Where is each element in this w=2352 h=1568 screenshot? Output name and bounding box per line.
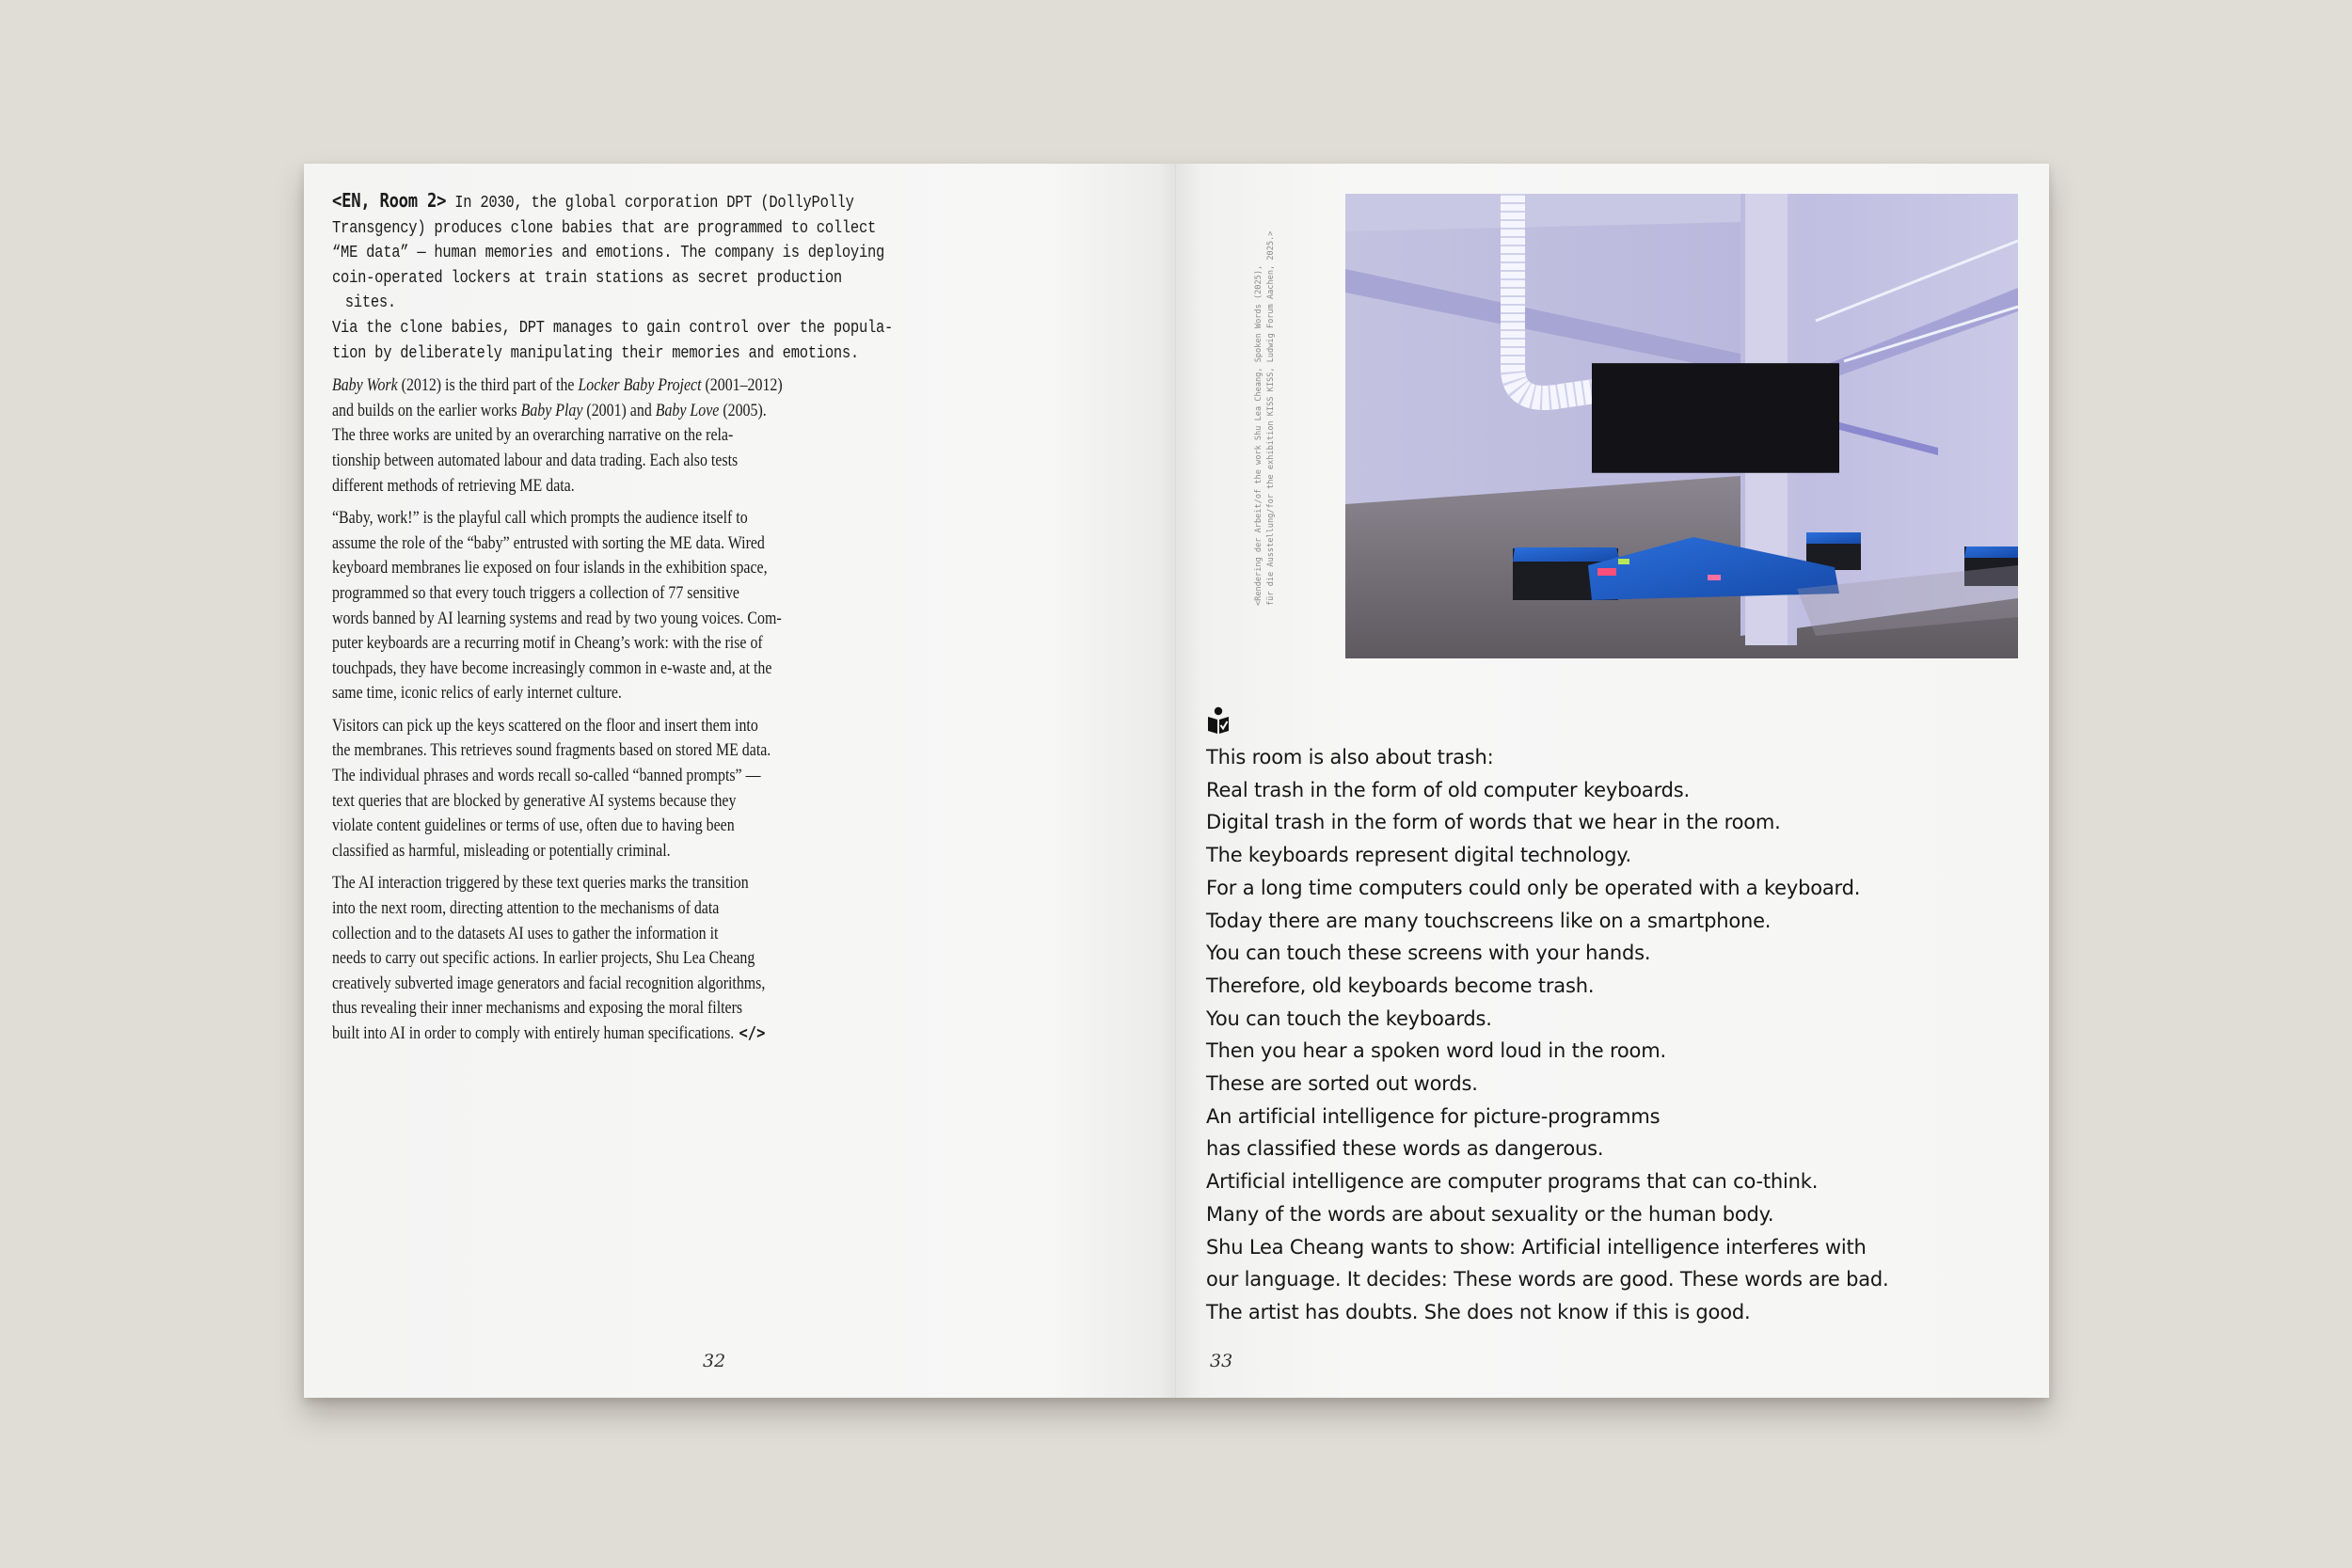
text-line: the membranes. This retrieves sound fragments based on stored ME data.	[332, 741, 771, 761]
text-line: The individual phrases and words recall so-called “banned prompts” —	[332, 767, 761, 786]
caption-line: für die Ausstellung/for the exhibition KISS KISS, Ludwig Forum Aachen, 2025.>	[1266, 230, 1276, 606]
text-line: Via the clone babies, DPT manages to gain control over the popula-	[332, 318, 894, 338]
easy-read-icon	[1206, 706, 1231, 735]
text-line: programmed so that every touch triggers a collection of 77 sensitive	[332, 583, 739, 603]
easy-read-line: You can touch these screens with your hands.	[1206, 942, 1651, 965]
visitors-paragraph	[332, 714, 898, 864]
easy-read-line: Shu Lea Cheang wants to show: Artificial intelligence interferes with	[1206, 1235, 1867, 1259]
text-fragment: (2001) and	[582, 401, 656, 420]
easy-read-line: Therefore, old keyboards become trash.	[1206, 974, 1595, 997]
text-line: different methods of retrieving ME data.	[332, 476, 575, 496]
text-line: The AI interaction triggered by these text queries marks the transition	[332, 874, 749, 894]
work-title: Baby Play	[520, 401, 583, 420]
ai-interaction-paragraph	[332, 871, 898, 1046]
text-line: In 2030, the global corporation DPT (DollyPolly	[454, 194, 854, 213]
easy-read-text-block	[1206, 741, 1978, 1329]
easy-read-line: These are sorted out words.	[1206, 1072, 1478, 1096]
project-title: Locker Baby Project	[578, 376, 702, 396]
text-line: “ME data” — human memories and emotions. The company is deploying	[332, 244, 885, 263]
easy-read-line: This room is also about trash:	[1206, 746, 1494, 768]
text-fragment: (2012) is the third part of the	[397, 376, 579, 396]
easy-read-line: our language. It decides: These words are good. These words are bad.	[1206, 1268, 1889, 1291]
easy-read-line: An artificial intelligence for picture-programms	[1206, 1104, 1661, 1128]
text-line: built into AI in order to comply with entirely human specifications.	[332, 1024, 735, 1043]
text-line: thus revealing their inner mechanisms and exposing the moral filters	[332, 999, 743, 1019]
work-title: Baby Work	[332, 376, 398, 396]
text-line: “Baby, work!” is the playful call which prompts the audience itself to	[332, 509, 748, 529]
left-page	[304, 164, 1176, 1398]
easy-read-line: The keyboards represent digital technology.	[1206, 844, 1631, 867]
intro-paragraph	[332, 188, 898, 366]
gallery-scene-illustration	[1345, 194, 2018, 658]
text-fragment: (2001–2012)	[701, 376, 783, 396]
installation-rendering-image	[1345, 194, 2018, 658]
easy-read-line: Artificial intelligence are computer programs that can co-think.	[1206, 1170, 1819, 1194]
easy-read-line: You can touch the keyboards.	[1206, 1006, 1492, 1030]
page-number-right: 33	[1210, 1351, 1233, 1371]
easy-read-line: Digital trash in the form of words that we hear in the room.	[1206, 811, 1781, 834]
works-paragraph	[332, 373, 898, 499]
text-line: The three works are united by an overarching narrative on the rela-	[332, 426, 734, 446]
easy-read-line: Real trash in the form of old computer keyboards.	[1206, 778, 1690, 801]
easy-read-line: has classified these words as dangerous.	[1206, 1137, 1604, 1161]
caption-line: <Rendering der Arbeit/of the work Shu Lea Cheang, Spoken Words (2025),	[1254, 264, 1263, 606]
text-line: same time, iconic relics of early internet culture.	[332, 684, 622, 704]
page-number-left: 32	[703, 1351, 726, 1371]
text-line: classified as harmful, misleading or potentially criminal.	[332, 841, 671, 861]
text-line: violate content guidelines or terms of use, often due to having been	[332, 816, 735, 836]
text-line: tion by deliberately manipulating their memories and emotions.	[332, 343, 859, 363]
text-line: touchpads, they have become increasingly common in e-waste and, at the	[332, 658, 772, 678]
text-line: assume the role of the “baby” entrusted with sorting the ME data. Wired	[332, 533, 765, 553]
text-fragment: and builds on the earlier works	[332, 401, 521, 420]
text-line: into the next room, directing attention to the mechanisms of data	[332, 899, 720, 919]
text-line: Visitors can pick up the keys scattered on the floor and insert them into	[332, 716, 758, 736]
text-line: text queries that are blocked by generative AI systems because they	[332, 791, 737, 811]
easy-read-line: Today there are many touchscreens like on a smartphone.	[1206, 909, 1772, 932]
open-book-spread	[304, 164, 2049, 1398]
text-line: puter keyboards are a recurring motif in Cheang’s work: with the rise of	[332, 634, 763, 654]
work-title: Baby Love	[655, 401, 720, 420]
easy-read-line: The artist has doubts. She does not know if this is good.	[1206, 1300, 1751, 1323]
text-line: coin-operated lockers at train stations as secret production sites.	[332, 268, 842, 313]
closing-tag: </>	[739, 1023, 766, 1043]
easy-read-line: Then you hear a spoken word loud in the room.	[1206, 1039, 1666, 1063]
text-line: needs to carry out specific actions. In earlier projects, Shu Lea Cheang	[332, 949, 755, 969]
text-line: creatively subverted image generators and facial recognition algorithms,	[332, 974, 766, 993]
easy-read-line: For a long time computers could only be operated with a keyboard.	[1206, 876, 1861, 899]
right-page	[1176, 164, 2049, 1398]
text-fragment: (2005).	[719, 401, 767, 420]
text-line: Transgency) produces clone babies that are programmed to collect	[332, 218, 877, 238]
easy-read-line: Many of the words are about sexuality or the human body.	[1206, 1202, 1774, 1226]
text-line: keyboard membranes lie exposed on four islands in the exhibition space,	[332, 559, 768, 578]
text-line: tionship between automated labour and data trading. Each also tests	[332, 451, 739, 470]
text-line: collection and to the datasets AI uses to gather the information it	[332, 924, 719, 943]
text-line: words banned by AI learning systems and read by two young voices. Com-	[332, 609, 782, 628]
english-text-block	[332, 188, 898, 1054]
image-caption	[1253, 192, 1285, 606]
language-room-tag: <EN, Room 2>	[332, 189, 447, 212]
baby-work-paragraph	[332, 506, 898, 706]
